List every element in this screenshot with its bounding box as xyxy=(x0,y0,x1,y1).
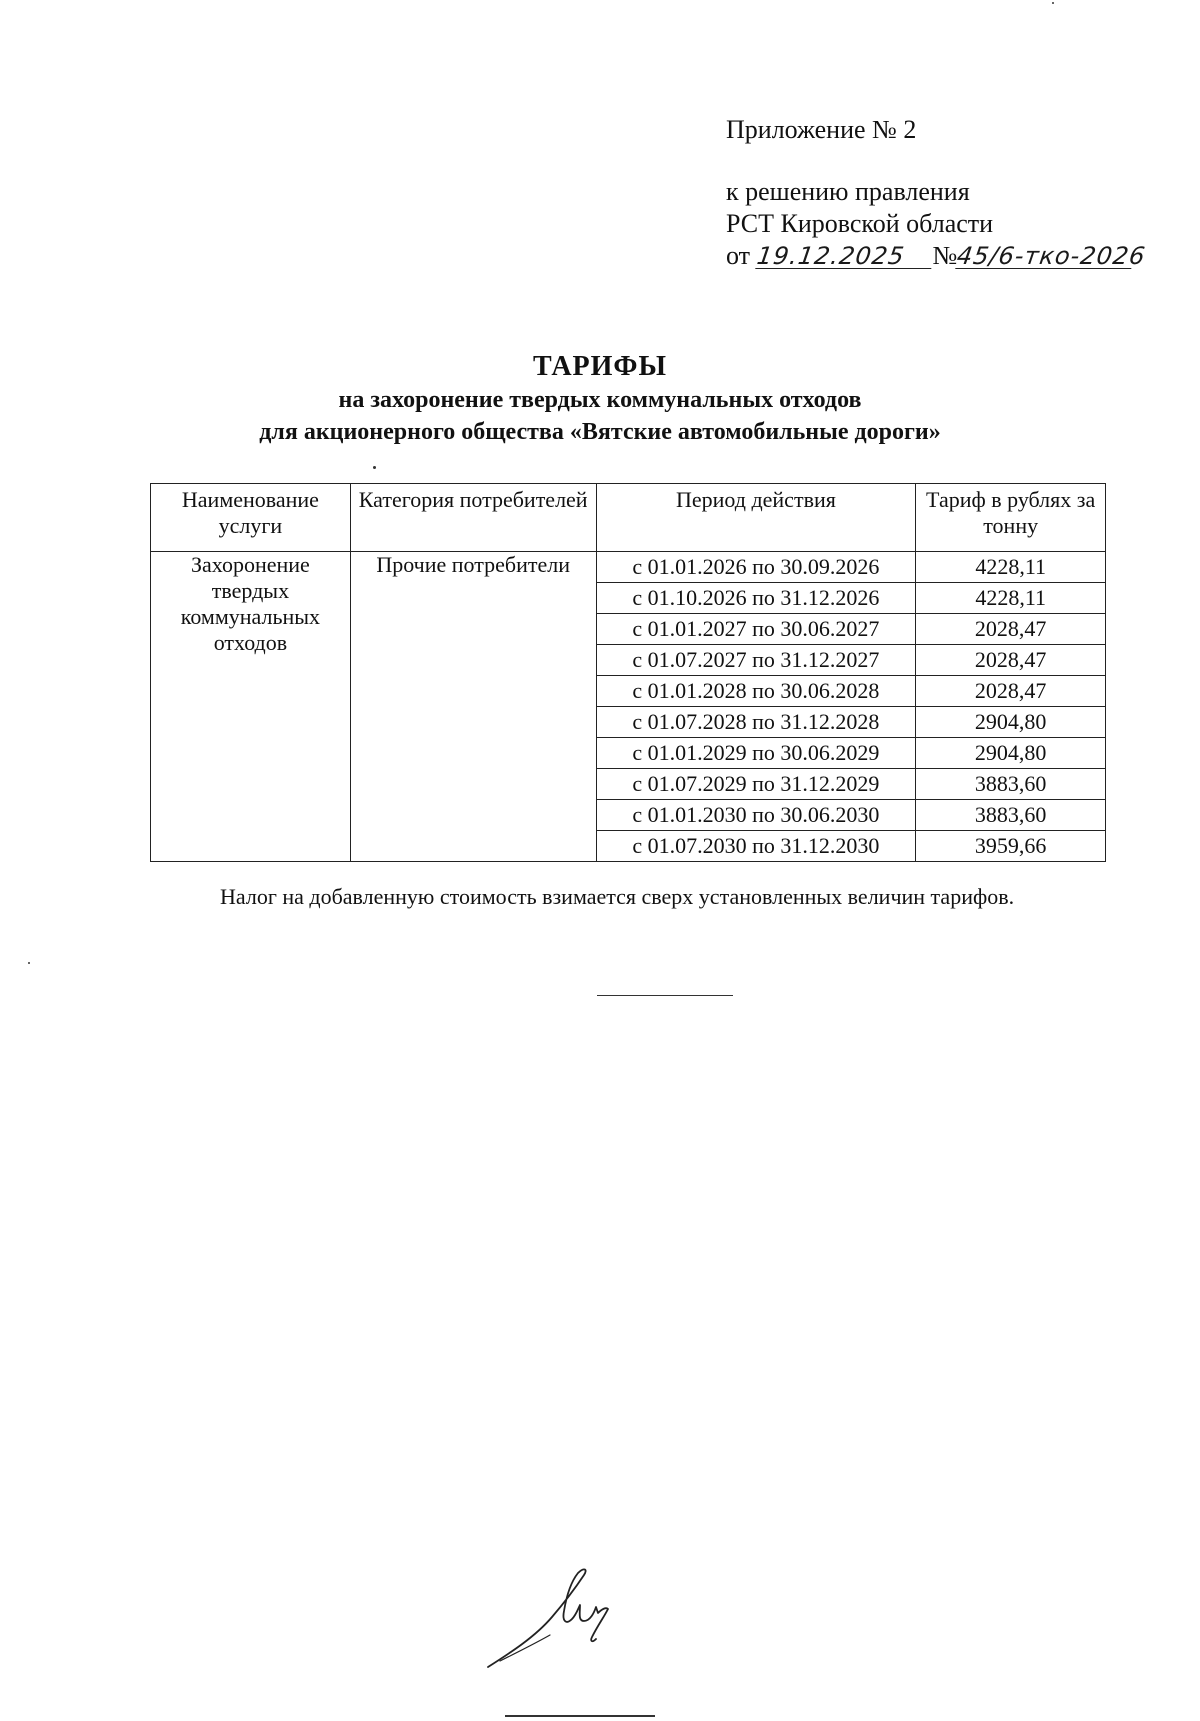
appendix-authority: РСТ Кировской области xyxy=(726,209,994,238)
period-cell: с 01.01.2026 по 30.09.2026 xyxy=(596,552,916,583)
tariff-cell: 2028,47 xyxy=(916,645,1106,676)
handwritten-number: 45/6-тко-2026 xyxy=(955,242,1148,270)
tariff-cell: 3883,60 xyxy=(916,800,1106,831)
signature-icon xyxy=(480,1565,620,1675)
header-service: Наименование услуги xyxy=(151,484,351,552)
period-cell: с 01.07.2028 по 31.12.2028 xyxy=(596,707,916,738)
tariff-cell: 4228,11 xyxy=(916,583,1106,614)
document-title xyxy=(120,350,1080,448)
tariff-cell: 2028,47 xyxy=(916,676,1106,707)
period-cell: с 01.01.2027 по 30.06.2027 xyxy=(596,614,916,645)
vat-note: Налог на добавленную стоимость взимается сверх установленных величин тарифов. xyxy=(220,884,1015,909)
appendix-decision: к решению правления xyxy=(726,177,970,206)
appendix-date-line xyxy=(726,240,1148,272)
period-cell: с 01.01.2030 по 30.06.2030 xyxy=(596,800,916,831)
header-period: Период действия xyxy=(596,484,916,552)
tariff-cell: 3883,60 xyxy=(916,769,1106,800)
period-cell: с 01.01.2028 по 30.06.2028 xyxy=(596,676,916,707)
handwritten-date: 19.12.2025 xyxy=(755,244,935,269)
header-category: Категория потребителей xyxy=(350,484,596,552)
tariff-cell: 2904,80 xyxy=(916,707,1106,738)
scan-speck xyxy=(1052,2,1054,4)
header-tariff: Тариф в рублях за тонну xyxy=(916,484,1106,552)
date-prefix: от xyxy=(726,241,751,270)
table-header-row xyxy=(151,484,1106,552)
title-subtitle-2: для акционерного общества «Вятские автомобильные дороги» xyxy=(259,419,941,445)
period-cell: с 01.01.2029 по 30.06.2029 xyxy=(596,738,916,769)
service-cell: Захоронение твердых коммунальных отходов xyxy=(151,552,351,862)
period-cell: с 01.10.2026 по 31.12.2026 xyxy=(596,583,916,614)
tariff-cell: 2028,47 xyxy=(916,614,1106,645)
period-cell: с 01.07.2030 по 31.12.2030 xyxy=(596,831,916,862)
tariff-table xyxy=(150,483,1106,862)
appendix-title: Приложение № 2 xyxy=(726,115,917,144)
bottom-edge-rule xyxy=(505,1715,655,1717)
tariff-cell: 3959,66 xyxy=(916,831,1106,862)
table-row xyxy=(151,552,1106,583)
tariff-cell: 2904,80 xyxy=(916,738,1106,769)
number-prefix: № xyxy=(932,241,958,270)
category-cell: Прочие потребители xyxy=(350,552,596,862)
scan-speck xyxy=(28,962,30,964)
title-main: ТАРИФЫ xyxy=(533,351,667,382)
title-subtitle-1: на захоронение твердых коммунальных отходов xyxy=(338,387,862,413)
end-divider xyxy=(597,995,733,996)
period-cell: с 01.07.2029 по 31.12.2029 xyxy=(596,769,916,800)
appendix-block xyxy=(726,114,1148,272)
tariff-cell: 4228,11 xyxy=(916,552,1106,583)
stray-dot xyxy=(373,466,376,469)
period-cell: с 01.07.2027 по 31.12.2027 xyxy=(596,645,916,676)
